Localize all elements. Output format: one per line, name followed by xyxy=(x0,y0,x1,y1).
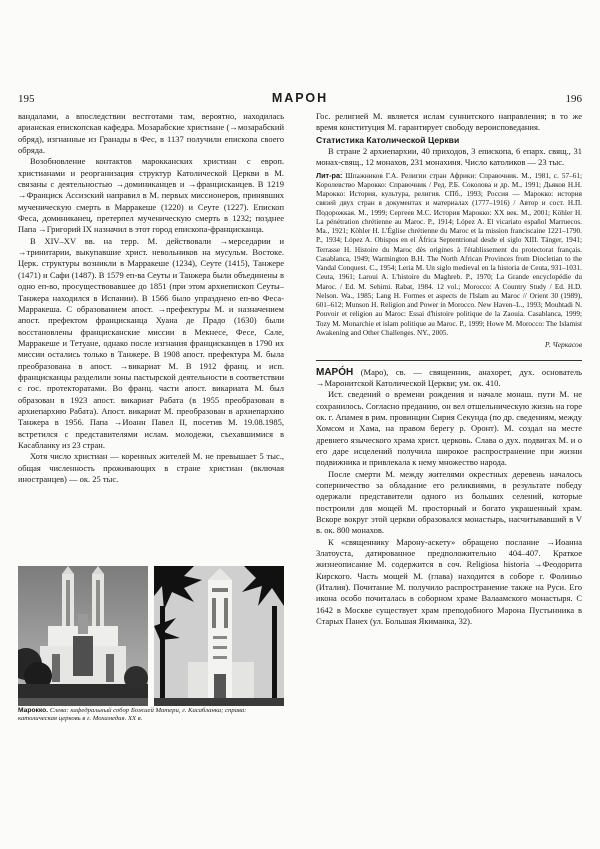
paragraph: В XIV–XV вв. на терр. М. действовали →мерседарии и →тринитарии, выкупавшие христ. невольников на мусульм. Востоке. Церк. структуры возникли в Марракеше (1234), Сеуте (1415), Танжере (1471) и Сафи (1487). В 1579 еп-ва Сеуты и Танжера были объединены в одно еп-во, просуществовавшее до 1851 (при этом архиепископ Сеуты–Танжера находился в Испании). В 1566 было упразднено еп-во Феса-Марракеша. С образованием апост. →префектуры М. и назначением апост. префектом францисканца Хуана де Прадо (1630) были восстановлены францисканские миссии в Мекнесе, Фесе, Сале, Марракеше и Тетуане, однако после изгнания францисканцев в 1790 их миссии остались только в Танжере. В 1908 апост. префектура М. была преобразована в апост. →викариат М. В 1912 франц. и исп. францисканцы разделили зоны пастырской деятельности в соответствии с гос. протекторатами. Во франц. части апост. викариата М. был образован в 1923 апост. викариат Рабата (в 1955 преобразован в архиепархию Рабата). Апост. викариат М. преобразован в архиепархию Танжера в 1956. Папа →Иоанн Павел II, посетив М. 19.08.1985, встретился с представителями ислам. молодежи, съехавшимися в Касабланку из 23 стран. xyxy=(18,235,284,450)
paragraph: После смерти М. между жителями окрестных деревень началось соперничество за обладание его реликвиями, в результате победу одержали представители одного из больших селений, которые построили для мощей М. просторный и богато украшенный храм. Вскоре вокруг этой церкви образовался монастырь, насчитывавший в V в. ок. 800 монахов. xyxy=(316,468,582,536)
caption-label: Марокко. xyxy=(18,707,49,714)
section-heading: Статистика Католической Церкви xyxy=(316,134,460,145)
entry-headword: МАРÓН xyxy=(316,366,354,378)
bibliography xyxy=(316,171,582,339)
figure-caption xyxy=(18,707,284,724)
page-header xyxy=(18,93,582,111)
paragraph: К «священнику Марону-аскету» обращено послание →Иоанна Златоуста, датированное предположительно 404–407. Краткое жизнеописание М. содержится в соч. Religiosa historia →Феодорита Кирского. Часть мощей М. (глава) находится в соборе г. Фолиньо (Италия). Почитание М. получило распространение также на Руси. Его икона особо почиталась в соборном храме Валаамского монастыря. С 1642 в Москве существует храм преподобного Марона Пустынника в Старых Панех (ул. Большая Якиманка, 32). xyxy=(316,536,582,627)
church-photo xyxy=(154,566,284,706)
running-title: МАРОН xyxy=(271,91,329,105)
page-number-left: 195 xyxy=(18,93,35,105)
bibliography-text: Шпажников Г.А. Религии стран Африки: Справочник. М., 1981, с. 57–61; Королевство Марокко: Справочник / Ред. Р.Б. Соколова и др. М., 1991; Дьяков Н.Н. Марокко: История, культура, религия. СПб., 1993; Россия — Марокко: история связей двух стран в документах и материалах (1777–1916) / Автор и сост. Н.П. Подорожкая. М., 1999; Сергеев М.С. История Марокко: XX век. М., 2001; Köhler H. La pénétration chrétienne au Maroc. P., 1914; López A. El vicariato español Marruecos. Ma., 1921; Köhler H. L'Église chrétienne du Maroc et la mission franciscaine 1221–1790. P., 1934; López A. Obispos en el África Septentrional desde el siglo XIII. Tánger, 1941; Terrasse H. Histoire du Maroc dès origines à l'établissement du protectorat français. Casablanca, 1949; Warmington B.H. The North African Provinces from Diocletian to the Vandal Conquest. C., 1954; Leria M. Un siglo medieval en la historia de Ceuta, 931–1031. Ceuta, 1961; Laroui A. L'histoire du Maghreb. P., 1970; La Grande encyclopédie du Maroc. / Ed. M. Sehimi. Rabat, 1984. 12 vol.; Morocco: A Country Study / Ed. H.D. Nelson. Wa., 1985; Lang H. Formes et aspects de l'Islam au Maroc // Orient 30 (1989), 601–612; Munson H. Religion and Power in Morocco. New Haven–L., 1993; Mouhtadi N. Pouvoir et religion au Maroc: Essai d'histoire politique de la Zaouia. Casablanca, 1999; Tozy M. Monarchie et islam politique au Maroc. P., 1999; Howe M. Morocco: The Islamist Awakening and Other Challenges. NY., 2005. xyxy=(316,171,582,337)
entry-lead-text: (Маро), св. — священник, анахорет, дух. основатель →Маронитской Католической Церкви; ум. ок. 410. xyxy=(316,366,582,388)
caption-text: Слева: кафедральный собор Божией Матери, г. Касабланка; справа: католическая церковь в г. Мохамедия. XX в. xyxy=(18,707,247,723)
paragraph: Ист. сведений о времени рождения и начале монаш. пути М. не сохранилось. Согласно преданию, он вел отшельническую жизнь на горе ок. г. Апамея в рим. провинции Сирия Секунда (по др. сведениям, между Хомсом и Хама, на правом берегу р. Оронт). М. создал на месте древнего языческого храма христ. церковь. Слава о дух. подвигах М. и о его даре исцелений получила широкое распространение при жизни подвижника и привлекала к нему множество народа. xyxy=(316,389,582,468)
paragraph: В стране 2 архиепархии, 40 приходов, 3 епископа, 6 епарх. свящ., 31 монах-свящ., 12 монахов, 231 монахиня. Число католиков — 23 тыс. xyxy=(316,146,582,168)
figure-photos xyxy=(18,566,284,706)
paragraph: вандалами, а впоследствии вестготами там, вероятно, находилась арианская епископская кафедра. Мозарабские христиане (→мозарабский обряд), изгнанные из Гранады в Фес, в 1137 получили епископа своего обряда. xyxy=(18,111,284,156)
right-column xyxy=(316,111,582,775)
page-number-right: 196 xyxy=(565,93,582,105)
entry-divider xyxy=(316,360,582,361)
paragraph: Гос. религией М. является ислам суннитского направления; в то же время конституция М. гарантирует свободу вероисповедания. xyxy=(316,111,582,133)
paragraph: Хотя число христиан — коренных жителей М. не превышает 5 тыс., общая численность проживающих в стране христиан (включая иностранцев) — ок. 25 тыс. xyxy=(18,451,284,484)
entry-lead xyxy=(316,367,582,390)
cathedral-photo xyxy=(18,566,148,706)
author-signature: Р. Черкасов xyxy=(544,340,582,350)
bibliography-label: Лит-ра: xyxy=(316,170,343,180)
paragraph: Возобновление контактов марокканских христиан с европ. христианами и реорганизация структур Католической Церкви в М. связаны с деятельностью →доминиканцев и →францисканцев. В 1219 →Франциск Ассизский направил в М. первых миссионеров, принявших мученическую смерть в Марракеше (1220) и Сеуте (1227). Епископ Феса, доминиканец, претерпел мученическую смерть в 1232; позднее Папа →Григорий IX назначил в этот город епископа-францисканца. xyxy=(18,156,284,235)
